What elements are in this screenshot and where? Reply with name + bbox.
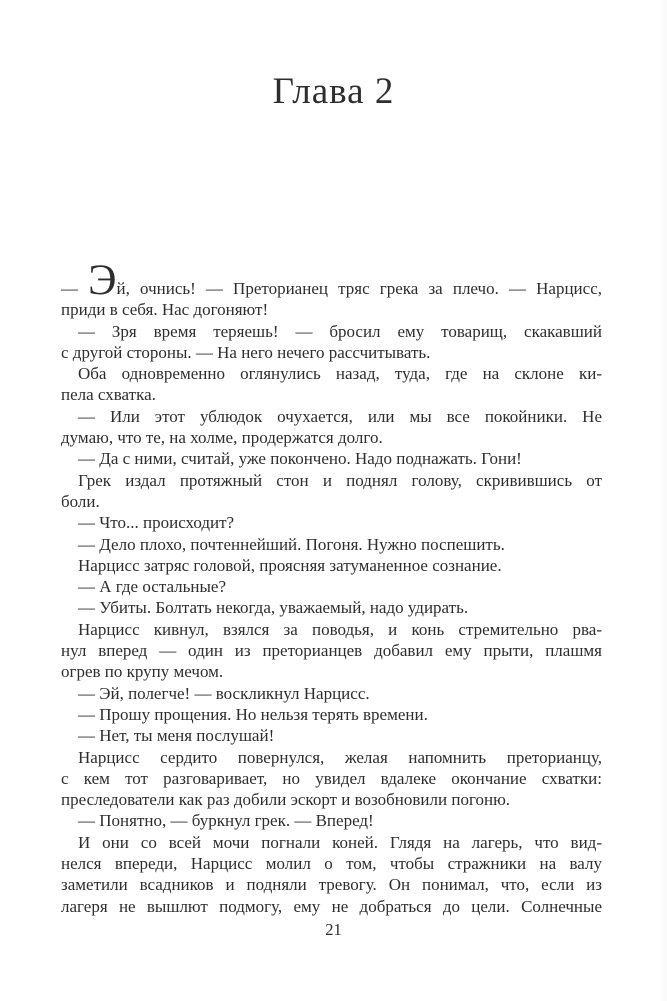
dropcap-letter: Э: [88, 257, 117, 304]
text-line: — Или этот ублюдок очухается, или мы все покойники. Не: [78, 406, 602, 426]
text-line: заметили всадников и подняли тревогу. Он понимал, что, если из: [61, 875, 602, 895]
text-line: Оба одновременно оглянулись назад, туда, где на склоне ки-: [78, 364, 602, 384]
text-line: — Дело плохо, почтеннейший. Погоня. Нужно поспешить.: [78, 534, 505, 554]
text-line: нелся впереди, Нарцисс молил о том, чтобы стражники на валу: [61, 854, 602, 874]
paragraph: [61, 810, 602, 831]
text-line: Нарцисс затряс головой, проясняя затуманенное сознание.: [78, 555, 502, 575]
paragraph: [61, 704, 602, 725]
text-line: — Эй, полегче! — воскликнул Нарцисс.: [78, 683, 370, 703]
paragraph: [61, 321, 602, 364]
paragraph: [61, 470, 602, 513]
paragraph: [61, 683, 602, 704]
text-line: боли.: [61, 491, 100, 511]
text-line: Нарцисс сердито повернулся, желая напомнить преторианцу,: [78, 747, 602, 767]
dialogue-dash: —: [61, 279, 78, 298]
text-line: — Зря время теряешь! — бросил ему товарищ, скакавший: [78, 321, 602, 341]
scan-edge-artifact: [659, 0, 667, 1001]
text-line: — Понятно, — буркнул грек. — Вперед!: [78, 811, 374, 831]
paragraph: [61, 512, 602, 533]
paragraph: [61, 406, 602, 449]
paragraph: [61, 448, 602, 469]
line-text: й, очнись! — Преторианец тряс грека за плечо. — Нарцисс,: [116, 279, 602, 298]
text-line: — Да с ними, считай, уже покончено. Надо поднажать. Гони!: [78, 449, 522, 469]
text-line: Грек издал протяжный стон и поднял голову, скривившись от: [78, 470, 602, 490]
paragraph: [61, 619, 602, 683]
paragraph: [61, 257, 602, 321]
page-number: 21: [325, 920, 342, 939]
paragraph: [61, 555, 602, 576]
paragraph: [61, 534, 602, 555]
text-line: с кем тот разговаривает, но увидел вдалеке окончание схватки:: [61, 768, 602, 788]
paragraph: [61, 576, 602, 597]
text-line: с другой стороны. — На него нечего рассчитывать.: [61, 342, 431, 362]
text-line: — Прошу прощения. Но нельзя терять времени.: [78, 704, 428, 724]
text-line: [61, 257, 602, 304]
page-body: [61, 257, 602, 917]
text-line: — Убиты. Болтать некогда, уважаемый, надо удирать.: [78, 598, 469, 618]
text-line: пела схватка.: [61, 385, 156, 405]
paragraph: [61, 725, 602, 746]
text-line: думаю, что те, на холме, продержатся долго.: [61, 428, 383, 448]
text-line: Нарцисс кивнул, взялся за поводья, и конь стремительно рва-: [78, 619, 602, 639]
text-line: — А где остальные?: [78, 577, 226, 597]
text-line: — Что... происходит?: [78, 513, 235, 533]
text-line: приди в себя. Нас догоняют!: [61, 300, 269, 320]
text-line: нул вперед — один из преторианцев добавил ему прыти, плашмя: [61, 641, 602, 661]
text-line: И они со всей мочи погнали коней. Глядя на лагерь, что вид-: [78, 832, 602, 852]
text-line: преследователи как раз добили эскорт и возобновили погоню.: [61, 790, 511, 810]
text-line: огрев по крупу мечом.: [61, 662, 224, 682]
paragraph: [61, 832, 602, 917]
paragraph: [61, 747, 602, 811]
chapter-heading: Глава 2: [272, 71, 395, 112]
paragraph: [61, 363, 602, 406]
text-line: лагеря не вышлют подмогу, ему не добраться до цели. Солнечные: [61, 896, 602, 916]
text-line: — Нет, ты меня послушай!: [78, 726, 275, 746]
paragraph: [61, 597, 602, 618]
